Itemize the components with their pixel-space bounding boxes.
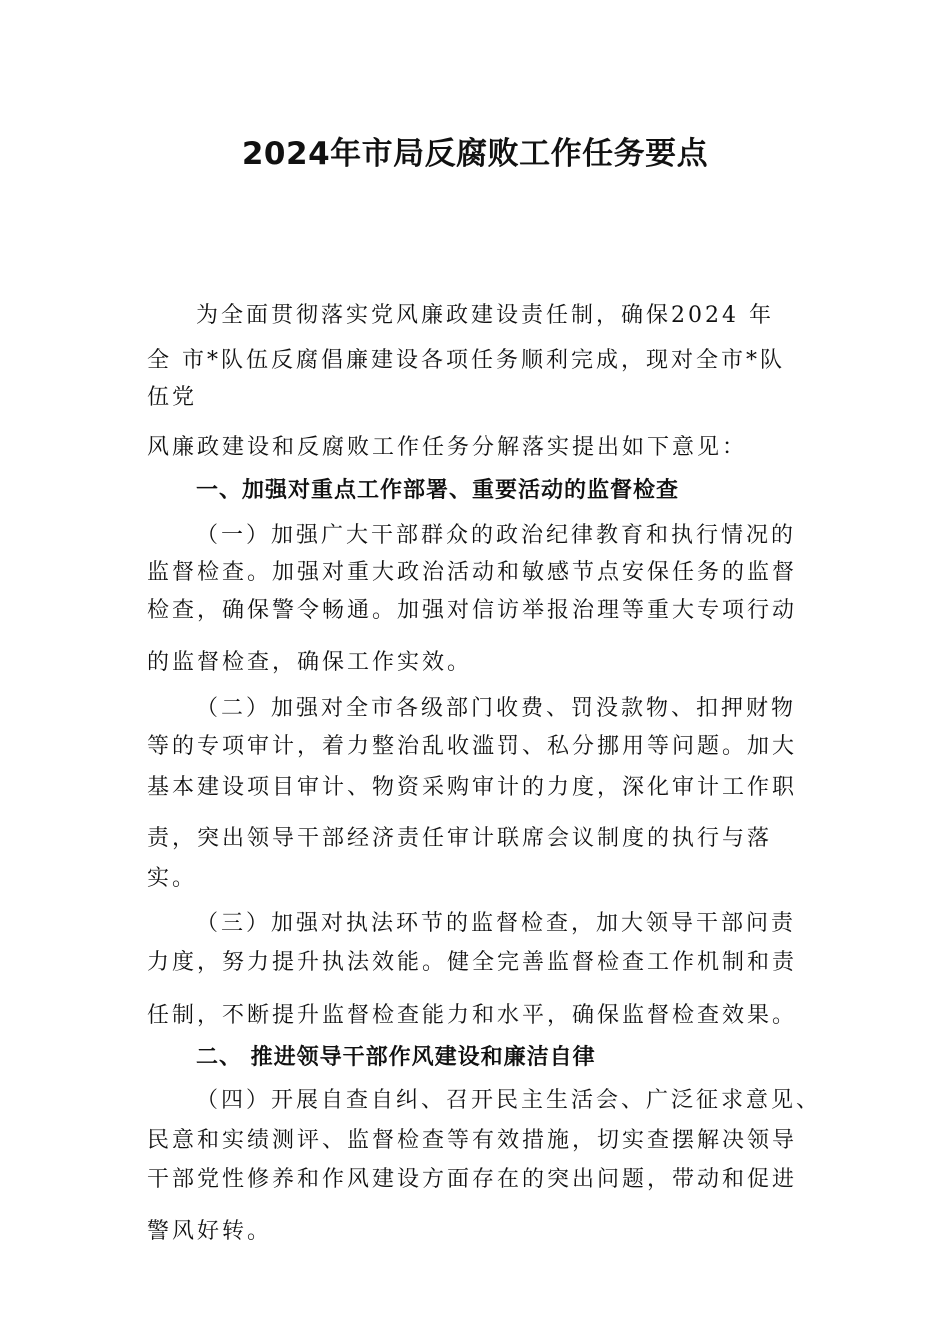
section-heading-1: 一、加强对重点工作部署、重要活动的监督检查	[196, 478, 680, 503]
intro-line: 为全面贯彻落实党风廉政建设责任制，确保2024 年	[196, 303, 774, 328]
paragraph-line: 警风好转。	[147, 1219, 273, 1244]
intro-line: 风廉政建设和反腐败工作任务分解落实提出如下意见：	[147, 435, 748, 460]
paragraph-line: 民意和实绩测评、监督检查等有效措施，切实查摆解决领导	[147, 1128, 798, 1153]
paragraph-line: （三）加强对执法环节的监督检查，加大领导干部问责	[196, 911, 797, 936]
intro-line: 全 市*队伍反腐倡廉建设各项任务顺利完成，现对全市*队	[147, 348, 785, 373]
paragraph-line: 干部党性修养和作风建设方面存在的突出问题，带动和促进	[147, 1167, 798, 1192]
paragraph-line: 检查，确保警令畅通。加强对信访举报治理等重大专项行动	[147, 598, 798, 623]
paragraph-line: 基本建设项目审计、物资采购审计的力度，深化审计工作职	[147, 775, 798, 800]
paragraph-line: （二）加强对全市各级部门收费、罚没款物、扣押财物	[196, 696, 797, 721]
paragraph-line: 实。	[147, 866, 198, 891]
paragraph-line: 监督检查。加强对重大政治活动和敏感节点安保任务的监督	[147, 560, 798, 585]
paragraph-line: 的监督检查，确保工作实效。	[147, 650, 473, 675]
paragraph-line: 等的专项审计，着力整治乱收滥罚、私分挪用等问题。加大	[147, 734, 798, 759]
document-title: 2024年市局反腐败工作任务要点	[241, 136, 709, 172]
section-heading-2: 二、 推进领导干部作风建设和廉洁自律	[196, 1045, 596, 1070]
paragraph-line: 力度，努力提升执法效能。健全完善监督检查工作机制和责	[147, 950, 798, 975]
paragraph-line: （四）开展自查自纠、召开民主生活会、广泛征求意见、	[196, 1088, 822, 1113]
intro-line: 伍党	[147, 385, 198, 410]
paragraph-line: （一）加强广大干部群众的政治纪律教育和执行情况的	[196, 523, 797, 548]
paragraph-line: 责，突出领导干部经济责任审计联席会议制度的执行与落	[147, 826, 773, 851]
paragraph-line: 任制，不断提升监督检查能力和水平，确保监督检查效果。	[147, 1003, 798, 1028]
